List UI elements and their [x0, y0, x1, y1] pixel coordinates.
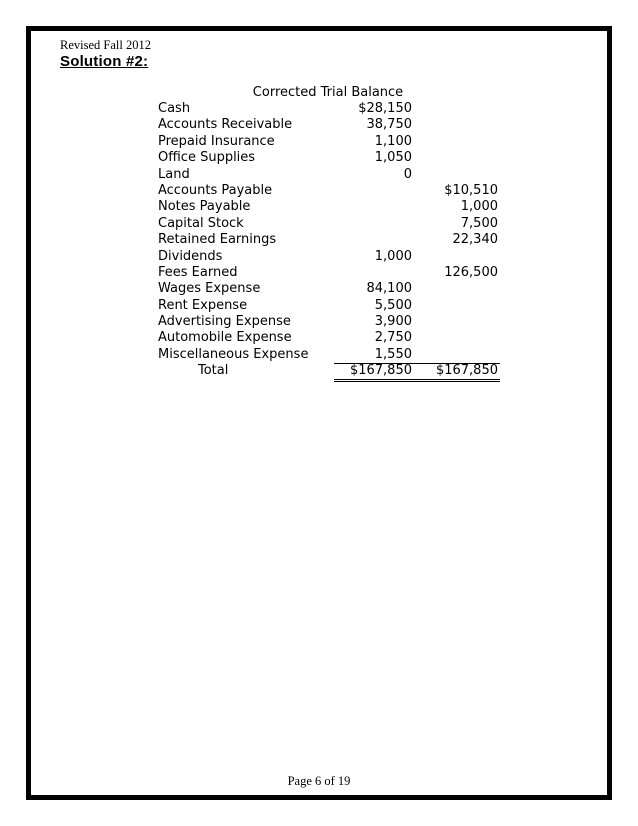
table-row	[158, 150, 500, 166]
debit-amount: $28,150	[358, 101, 412, 116]
table-row	[158, 265, 500, 281]
debit-amount: 84,100	[366, 281, 412, 297]
table-row	[158, 347, 500, 363]
total-row	[158, 363, 500, 379]
account-name: Accounts Receivable	[158, 117, 293, 133]
credit-amount	[414, 150, 500, 166]
credit-amount	[414, 167, 500, 183]
account-name: Fees Earned	[158, 264, 238, 280]
total-debit: $167,850	[334, 363, 414, 382]
credit-amount: 7,500	[460, 215, 498, 231]
table-row	[158, 101, 500, 117]
account-name: Automobile Expense	[158, 330, 292, 346]
debit-amount	[334, 265, 414, 281]
table-row	[158, 314, 500, 330]
revision-note: Revised Fall 2012	[60, 38, 151, 52]
account-name: Land	[158, 166, 190, 182]
account-name: Dividends	[158, 248, 223, 264]
credit-amount	[414, 117, 500, 133]
credit-amount: 1,000	[460, 199, 498, 215]
total-credit: $167,850	[414, 363, 500, 382]
account-name: Advertising Expense	[158, 314, 291, 330]
credit-amount	[414, 314, 500, 330]
credit-amount	[414, 101, 500, 117]
account-name: Cash	[158, 101, 191, 116]
page-number: Page 6 of 19	[287, 774, 351, 788]
table-row	[158, 167, 500, 183]
credit-amount	[414, 347, 500, 363]
account-name: Miscellaneous Expense	[158, 346, 309, 362]
credit-amount	[414, 134, 500, 150]
table-row	[158, 134, 500, 150]
account-name: Capital Stock	[158, 215, 244, 231]
debit-amount: 38,750	[366, 117, 412, 133]
account-name: Accounts Payable	[158, 182, 273, 198]
credit-amount: 22,340	[452, 232, 498, 248]
debit-amount: 5,500	[374, 297, 412, 313]
trial-balance-table	[158, 101, 500, 380]
credit-amount	[414, 281, 500, 297]
debit-amount: 3,900	[374, 314, 412, 330]
credit-amount: 126,500	[444, 264, 498, 280]
account-name: Notes Payable	[158, 199, 251, 215]
account-name: Prepaid Insurance	[158, 133, 275, 149]
account-name: Retained Earnings	[158, 232, 277, 248]
debit-amount: 1,550	[374, 346, 412, 362]
debit-amount: 0	[403, 166, 412, 182]
debit-amount: 2,750	[374, 330, 412, 346]
table-row	[158, 249, 500, 265]
debit-amount: 1,000	[374, 248, 412, 264]
debit-amount	[334, 232, 414, 248]
solution-heading: Solution #2:	[60, 53, 149, 70]
table-row	[158, 281, 500, 297]
table-row	[158, 298, 500, 314]
account-name: Rent Expense	[158, 297, 248, 313]
debit-amount: 1,100	[374, 133, 412, 149]
account-name: Office Supplies	[158, 150, 256, 166]
debit-amount	[334, 199, 414, 215]
table-row	[158, 232, 500, 248]
trial-balance-title: Corrected Trial Balance	[252, 85, 404, 100]
credit-amount	[414, 330, 500, 346]
table-row	[158, 216, 500, 232]
total-label: Total	[198, 363, 229, 379]
credit-amount	[414, 249, 500, 265]
table-row	[158, 330, 500, 346]
credit-amount: $10,510	[444, 182, 498, 198]
credit-amount	[414, 298, 500, 314]
debit-amount	[334, 183, 414, 199]
debit-amount: 1,050	[374, 150, 412, 166]
account-name: Wages Expense	[158, 281, 261, 297]
debit-amount	[334, 216, 414, 232]
table-row	[158, 199, 500, 215]
table-row	[158, 117, 500, 133]
table-row	[158, 183, 500, 199]
